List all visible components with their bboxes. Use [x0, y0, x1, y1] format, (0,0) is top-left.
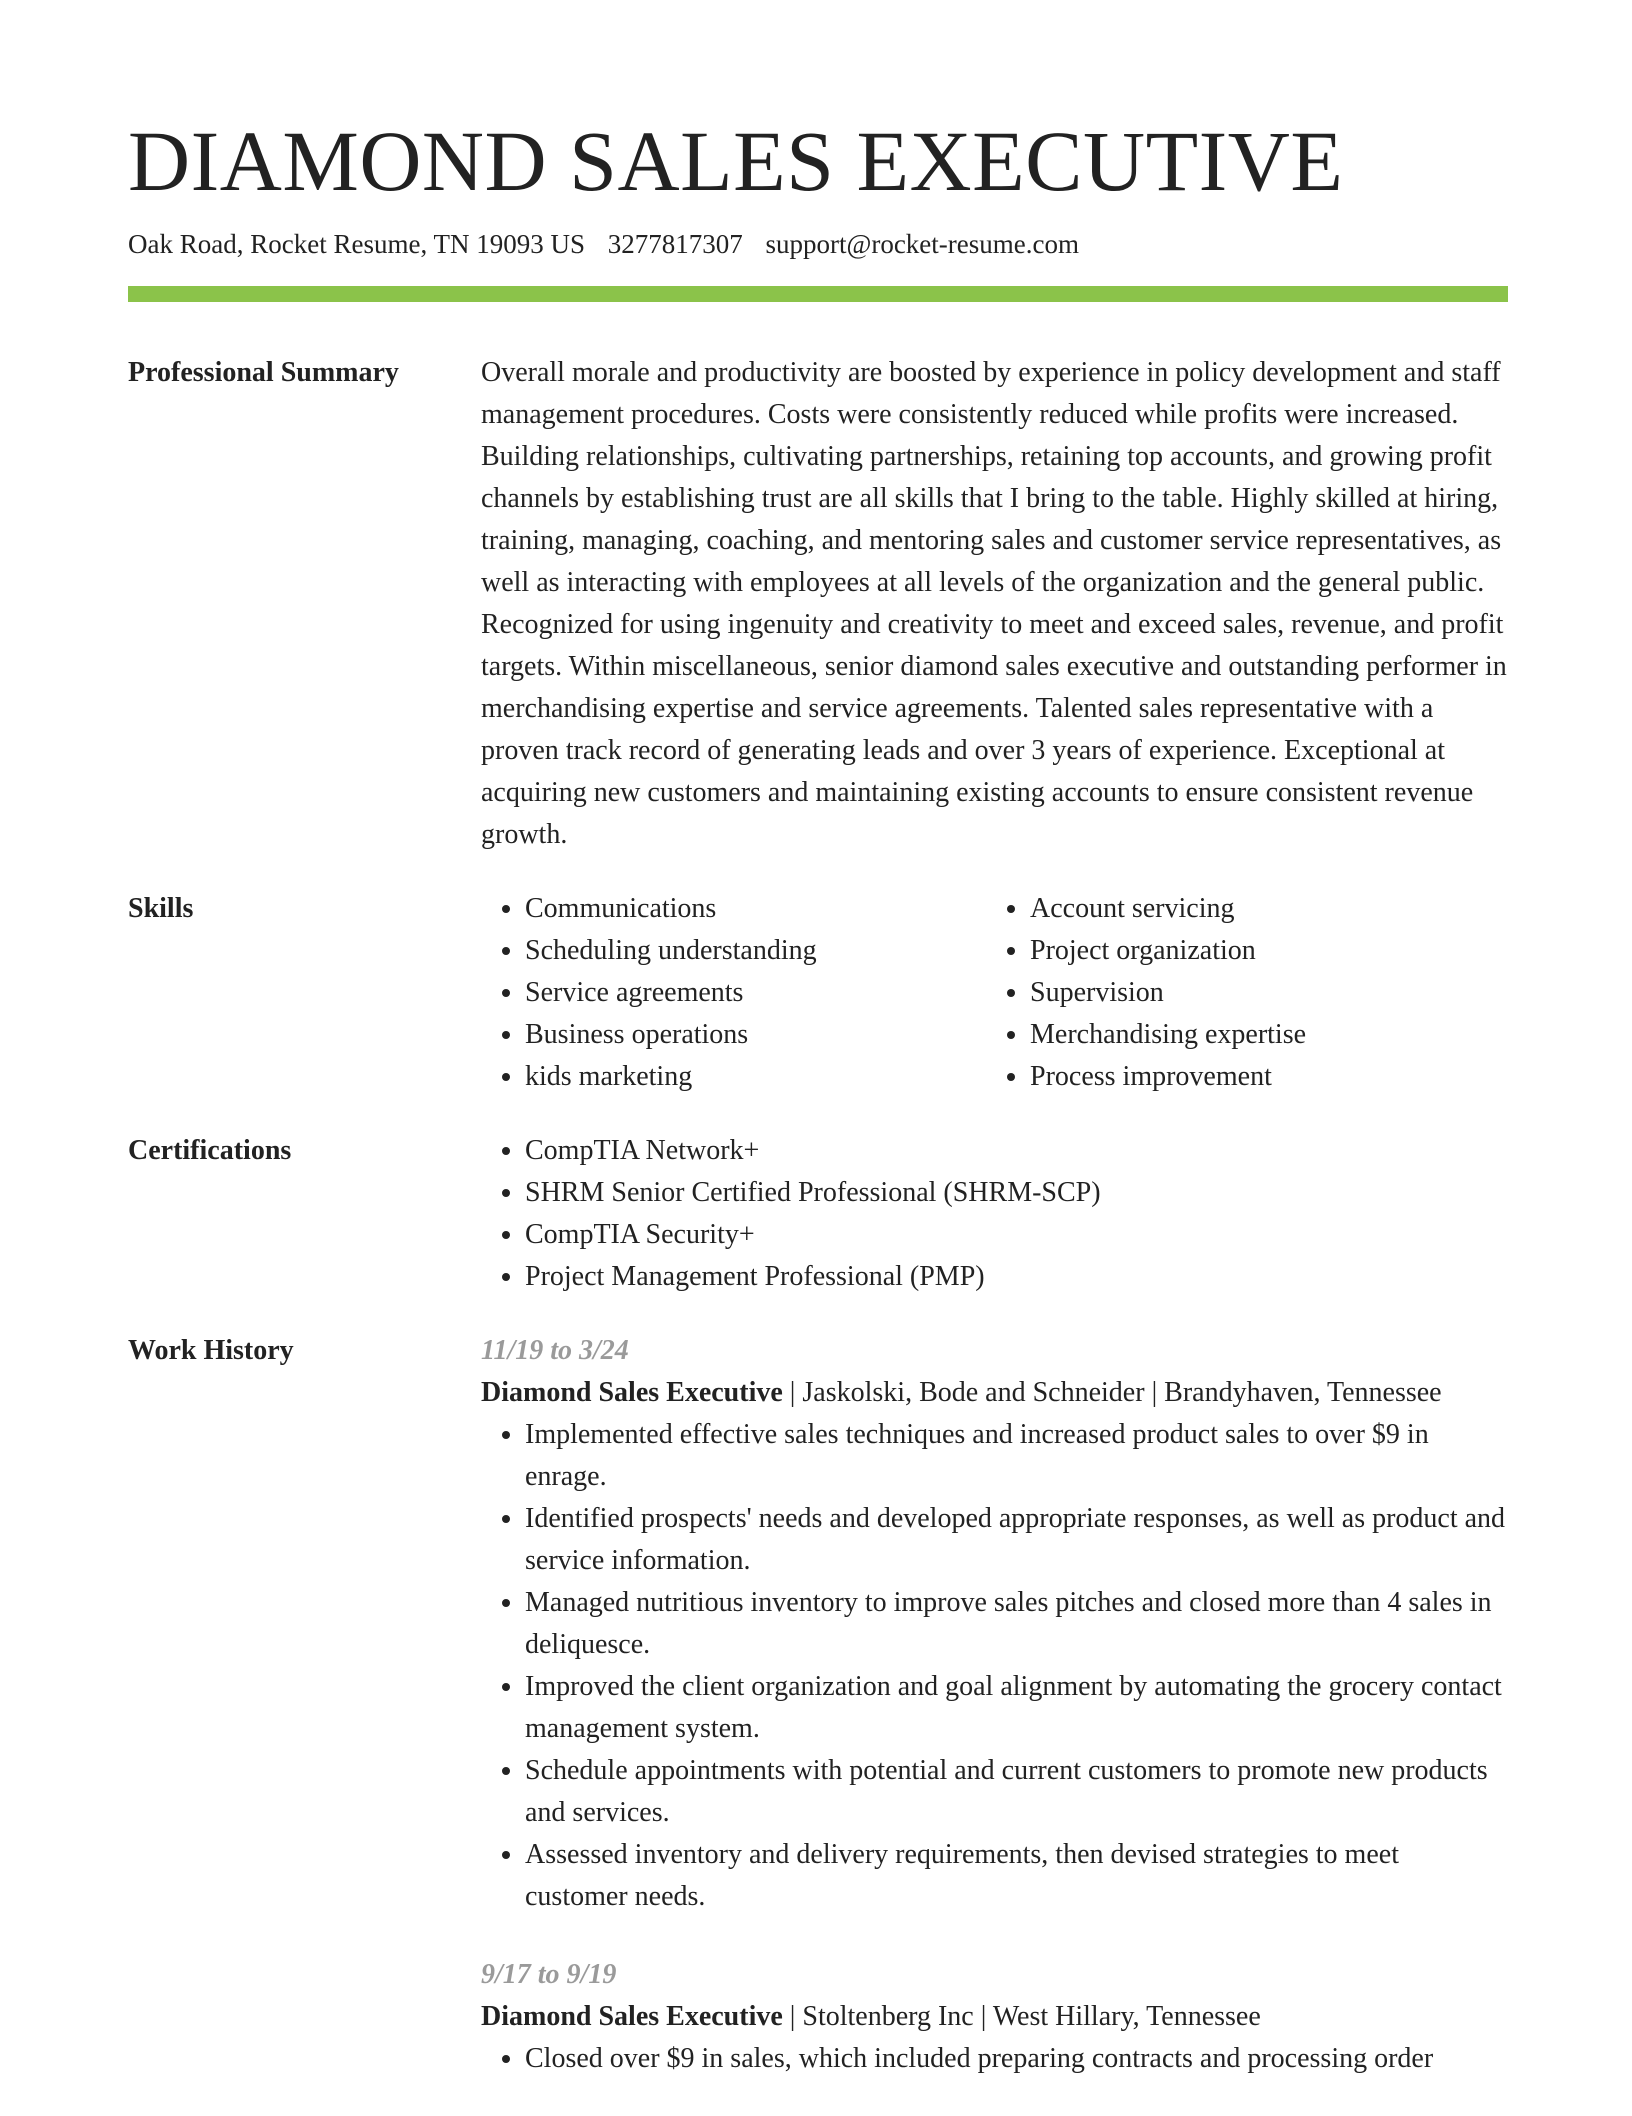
- skill-item: • Supervision: [1030, 972, 1508, 1014]
- skill-item: • Communications: [525, 888, 986, 930]
- job-bullet: • Closed over $9 in sales, which included preparing contracts and processing order: [525, 2038, 1508, 2080]
- skill-item: • Process improvement: [1030, 1056, 1508, 1098]
- job-bullet: • Schedule appointments with potential and current customers to promote new products and services.: [525, 1750, 1508, 1834]
- job-bullets: [481, 1414, 1508, 1918]
- job-bullets: [481, 2038, 1508, 2080]
- certifications-section: [128, 1130, 1508, 1298]
- job-location: West Hillary, Tennessee: [992, 2000, 1261, 2032]
- job-heading: Diamond Sales Executive | Jaskolski, Bode and Schneider | Brandyhaven, Tennessee: [481, 1376, 1442, 1408]
- skill-item: • Account servicing: [1030, 888, 1508, 930]
- job-bullet: • Identified prospects' needs and developed appropriate responses, as well as product and service information.: [525, 1498, 1508, 1582]
- work-history-section: [128, 1330, 1508, 2116]
- job-dates: 9/17 to 9/19: [481, 1958, 617, 1990]
- job-bullet: • Managed nutritious inventory to improve sales pitches and closed more than 4 sales in deliquesce.: [525, 1582, 1508, 1666]
- contact-phone: 3277817307: [607, 229, 743, 259]
- job-entry: [481, 1330, 1508, 1918]
- skills-list-right: [986, 888, 1508, 1098]
- skill-item: • kids marketing: [525, 1056, 986, 1098]
- skill-item: • Service agreements: [525, 972, 986, 1014]
- job-bullet: • Improved the client organization and goal alignment by automating the grocery contact management system.: [525, 1666, 1508, 1750]
- work-history-body: [481, 1330, 1508, 2116]
- work-history-label: Work History: [128, 1334, 294, 1366]
- contact-email: support@rocket-resume.com: [765, 229, 1079, 259]
- contact-line: [128, 228, 1508, 262]
- resume-name: DIAMOND SALES EXECUTIVE: [128, 113, 1344, 209]
- summary-text: Overall morale and productivity are boosted by experience in policy development and staff management procedures. Costs were consistently reduced while profits were increased. Building relationships, cultivating partnerships, retaining top accounts, and growing profit channels by establishing trust are all skills that I bring to the table. Highly skilled at hiring, training, managing, coaching, and mentoring sales and customer service representatives, as well as interacting with employees at all levels of the organization and the general public. Recognized for using ingenuity and creativity to meet and exceed sales, revenue, and profit targets. Within miscellaneous, senior diamond sales executive and outstanding performer in merchandising expertise and service agreements. Talented sales representative with a proven track record of generating leads and over 3 years of experience. Exceptional at acquiring new customers and maintaining existing accounts to ensure consistent revenue growth.: [481, 356, 1507, 850]
- certifications-list: [481, 1130, 1508, 1298]
- summary-section: [128, 352, 1508, 856]
- certification-item: • CompTIA Security+: [525, 1214, 1508, 1256]
- certification-item: • CompTIA Network+: [525, 1130, 1508, 1172]
- contact-address: Oak Road, Rocket Resume, TN 19093 US: [128, 229, 585, 259]
- skill-item: • Merchandising expertise: [1030, 1014, 1508, 1056]
- job-location: Brandyhaven, Tennessee: [1164, 1376, 1442, 1408]
- skills-list-left: [481, 888, 986, 1098]
- job-bullet: • Implemented effective sales techniques and increased product sales to over $9 in enrage.: [525, 1414, 1508, 1498]
- job-bullet: • Assessed inventory and delivery requirements, then devised strategies to meet customer needs.: [525, 1834, 1508, 1918]
- resume-page: [128, 113, 1508, 2116]
- skill-item: • Scheduling understanding: [525, 930, 986, 972]
- job-heading: Diamond Sales Executive | Stoltenberg Inc | West Hillary, Tennessee: [481, 2000, 1261, 2032]
- certification-item: • Project Management Professional (PMP): [525, 1256, 1508, 1298]
- certifications-label: Certifications: [128, 1134, 292, 1166]
- job-dates: 11/19 to 3/24: [481, 1334, 629, 1366]
- summary-label: Professional Summary: [128, 356, 399, 388]
- job-title: Diamond Sales Executive: [481, 2000, 783, 2032]
- job-company: Jaskolski, Bode and Schneider: [802, 1376, 1145, 1408]
- job-company: Stoltenberg Inc: [802, 2000, 974, 2032]
- certifications-body: [481, 1130, 1508, 1298]
- skill-item: • Business operations: [525, 1014, 986, 1056]
- accent-divider: [128, 286, 1508, 302]
- skills-grid: [481, 888, 1508, 1098]
- skills-label: Skills: [128, 892, 194, 924]
- certification-item: • SHRM Senior Certified Professional (SHRM-SCP): [525, 1172, 1508, 1214]
- skills-section: [128, 888, 1508, 1098]
- job-title: Diamond Sales Executive: [481, 1376, 783, 1408]
- skill-item: • Project organization: [1030, 930, 1508, 972]
- job-entry: [481, 1954, 1508, 2080]
